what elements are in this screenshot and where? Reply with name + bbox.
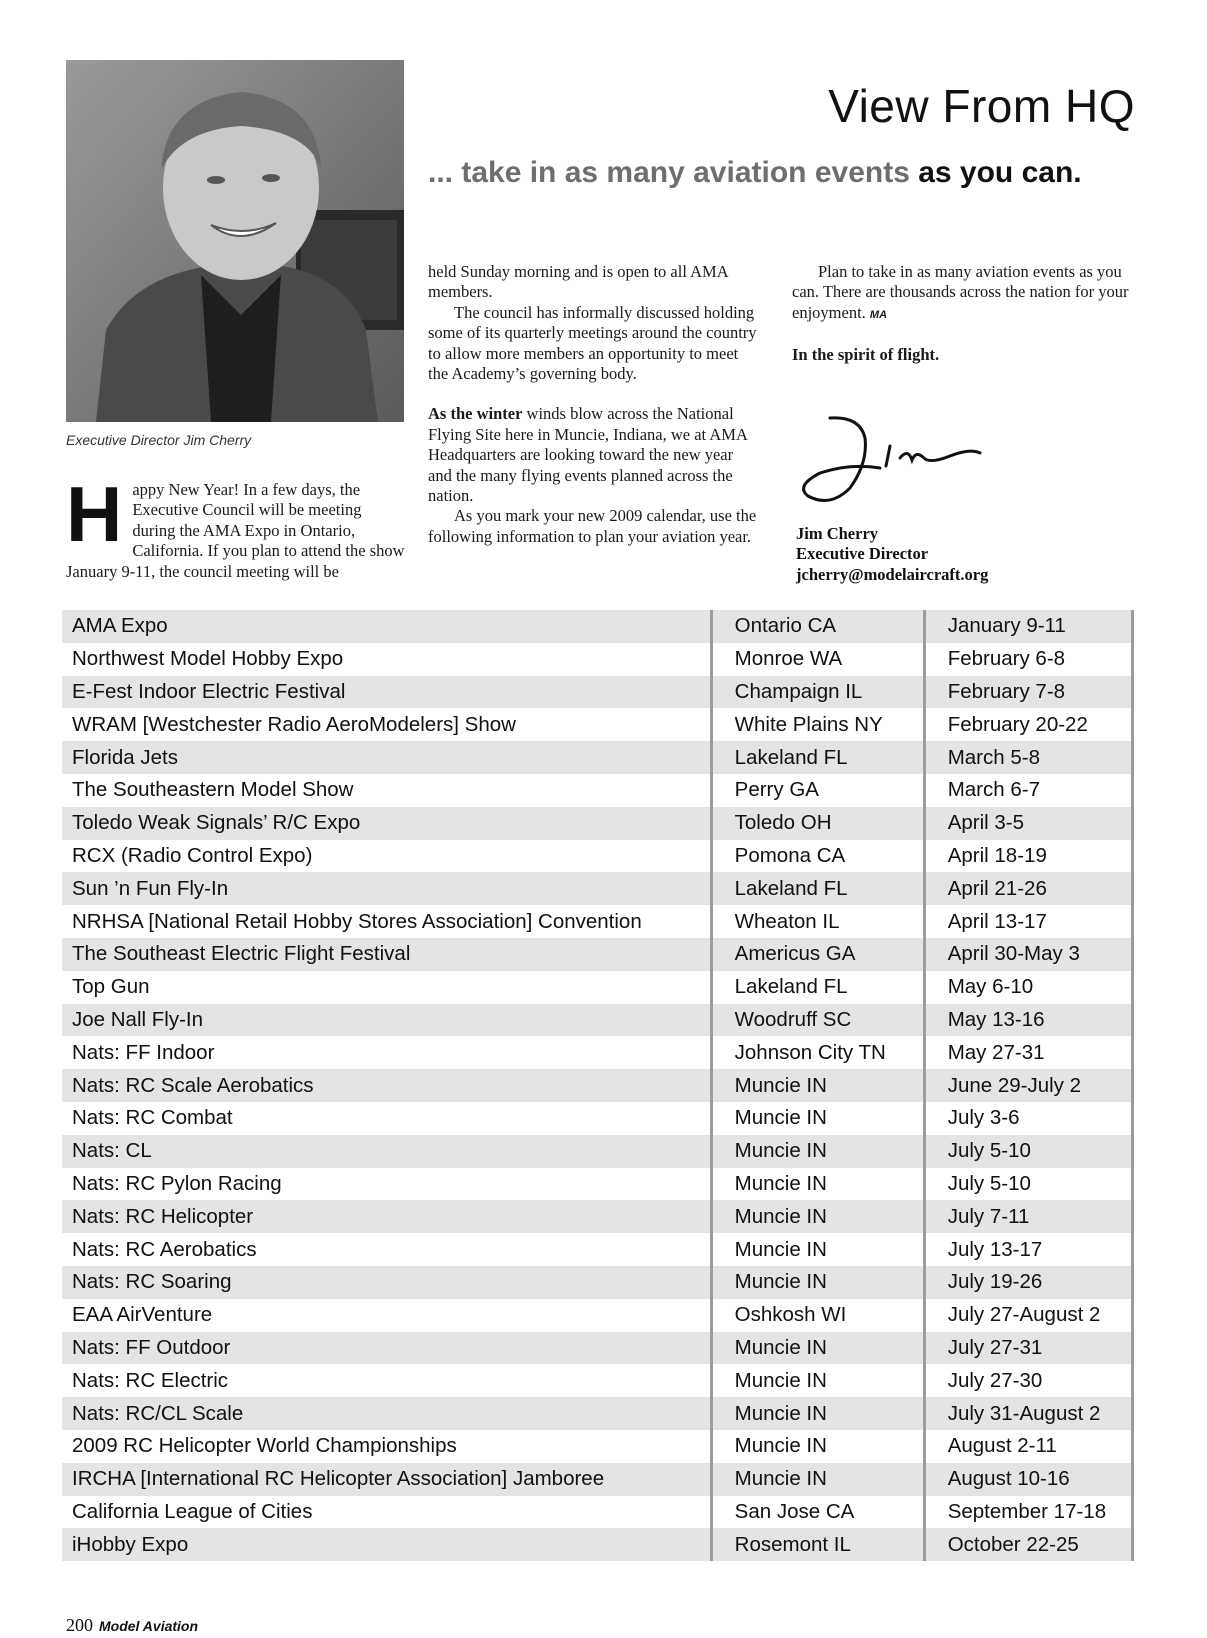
table-row — [62, 741, 1133, 774]
event-name-cell: Joe Nall Fly-In — [62, 1004, 711, 1037]
event-location-cell: Lakeland FL — [711, 971, 924, 1004]
event-name-cell: Nats: FF Indoor — [62, 1036, 711, 1069]
event-name-cell: AMA Expo — [62, 610, 711, 643]
event-name-cell: The Southeastern Model Show — [62, 774, 711, 807]
table-row — [62, 1397, 1133, 1430]
event-dates-cell: July 27-30 — [924, 1364, 1132, 1397]
table-row — [62, 1036, 1133, 1069]
event-location-cell: Lakeland FL — [711, 741, 924, 774]
event-dates-cell: May 13-16 — [924, 1004, 1132, 1037]
event-location-cell: Champaign IL — [711, 676, 924, 709]
event-name-cell: Northwest Model Hobby Expo — [62, 643, 711, 676]
table-row — [62, 643, 1133, 676]
event-name-cell: Nats: FF Outdoor — [62, 1332, 711, 1365]
signature-email: jcherry@modelaircraft.org — [796, 564, 989, 584]
end-mark: MA — [869, 308, 888, 321]
col3-paragraph-1-text: Plan to take in as many aviation events as you can. There are thousands across the nation for your enjoyment. — [792, 262, 1129, 322]
event-dates-cell: July 13-17 — [924, 1233, 1132, 1266]
event-dates-cell: July 19-26 — [924, 1266, 1132, 1299]
event-location-cell: Muncie IN — [711, 1364, 924, 1397]
tagline-gray: ... take in as many aviation events — [428, 156, 910, 189]
event-dates-cell: July 27-31 — [924, 1332, 1132, 1365]
table-row — [62, 1332, 1133, 1365]
event-location-cell: Muncie IN — [711, 1430, 924, 1463]
table-row — [62, 676, 1133, 709]
event-dates-cell: February 6-8 — [924, 643, 1132, 676]
event-dates-cell: April 21-26 — [924, 872, 1132, 905]
event-location-cell: Rosemont IL — [711, 1528, 924, 1561]
col2-paragraph-3-lead: As the winter — [428, 404, 523, 424]
event-dates-cell: August 10-16 — [924, 1463, 1132, 1496]
event-name-cell: iHobby Expo — [62, 1528, 711, 1561]
signature-name: Jim Cherry — [796, 524, 879, 543]
table-row — [62, 1463, 1133, 1496]
event-name-cell: 2009 RC Helicopter World Championships — [62, 1430, 711, 1463]
table-row — [62, 872, 1133, 905]
event-location-cell: White Plains NY — [711, 708, 924, 741]
event-dates-cell: March 6-7 — [924, 774, 1132, 807]
event-name-cell: RCX (Radio Control Expo) — [62, 840, 711, 873]
tagline-dark: as you can. — [909, 156, 1082, 189]
event-dates-cell: July 5-10 — [924, 1135, 1132, 1168]
handwritten-signature — [790, 408, 990, 508]
table-row — [62, 1004, 1133, 1037]
event-location-cell: Johnson City TN — [711, 1036, 924, 1069]
article-column-1 — [66, 470, 406, 582]
table-row — [62, 774, 1133, 807]
col2-paragraph-2: The council has informally discussed holding some of its quarterly meetings around the country to allow more members an opportunity to meet the Academy’s governing body. — [428, 302, 757, 384]
event-location-cell: Muncie IN — [711, 1233, 924, 1266]
event-name-cell: WRAM [Westchester Radio AeroModelers] Show — [62, 708, 711, 741]
drop-cap: H — [66, 470, 123, 558]
event-dates-cell: February 20-22 — [924, 708, 1132, 741]
event-location-cell: Lakeland FL — [711, 872, 924, 905]
article-column-3 — [792, 262, 1132, 366]
event-location-cell: Muncie IN — [711, 1266, 924, 1299]
event-name-cell: Nats: RC Helicopter — [62, 1200, 711, 1233]
event-name-cell: Nats: RC Electric — [62, 1364, 711, 1397]
event-location-cell: Oshkosh WI — [711, 1299, 924, 1332]
event-location-cell: Muncie IN — [711, 1135, 924, 1168]
event-location-cell: Muncie IN — [711, 1069, 924, 1102]
event-dates-cell: July 7-11 — [924, 1200, 1132, 1233]
table-row — [62, 1299, 1133, 1332]
table-row — [62, 1200, 1133, 1233]
event-location-cell: Woodruff SC — [711, 1004, 924, 1037]
table-row — [62, 1168, 1133, 1201]
table-row — [62, 1135, 1133, 1168]
table-row — [62, 610, 1133, 643]
event-location-cell: Monroe WA — [711, 643, 924, 676]
table-row — [62, 1364, 1133, 1397]
table-row — [62, 905, 1133, 938]
col3-paragraph-1 — [792, 262, 1132, 325]
event-location-cell: Ontario CA — [711, 610, 924, 643]
table-row — [62, 840, 1133, 873]
event-name-cell: Nats: RC Combat — [62, 1102, 711, 1135]
table-row — [62, 1528, 1133, 1561]
event-location-cell: Pomona CA — [711, 840, 924, 873]
event-location-cell: Wheaton IL — [711, 905, 924, 938]
event-name-cell: EAA AirVenture — [62, 1299, 711, 1332]
table-row — [62, 1496, 1133, 1529]
table-row — [62, 708, 1133, 741]
table-row — [62, 1102, 1133, 1135]
event-name-cell: Nats: RC/CL Scale — [62, 1397, 711, 1430]
event-name-cell: Nats: RC Aerobatics — [62, 1233, 711, 1266]
events-table — [62, 610, 1134, 1561]
event-dates-cell: June 29-July 2 — [924, 1069, 1132, 1102]
event-location-cell: Americus GA — [711, 938, 924, 971]
table-row — [62, 938, 1133, 971]
signature-block — [796, 524, 988, 585]
col2-paragraph-1: held Sunday morning and is open to all AMA members. — [428, 262, 728, 302]
event-name-cell: The Southeast Electric Flight Festival — [62, 938, 711, 971]
table-row — [62, 807, 1133, 840]
event-name-cell: Top Gun — [62, 971, 711, 1004]
event-location-cell: Muncie IN — [711, 1168, 924, 1201]
event-name-cell: Nats: RC Soaring — [62, 1266, 711, 1299]
event-name-cell: Nats: CL — [62, 1135, 711, 1168]
portrait-illustration — [66, 60, 404, 422]
event-dates-cell: March 5-8 — [924, 741, 1132, 774]
table-row — [62, 1069, 1133, 1102]
event-dates-cell: July 31-August 2 — [924, 1397, 1132, 1430]
event-dates-cell: April 3-5 — [924, 807, 1132, 840]
event-dates-cell: July 5-10 — [924, 1168, 1132, 1201]
closing-line: In the spirit of flight. — [792, 345, 940, 365]
event-dates-cell: October 22-25 — [924, 1528, 1132, 1561]
event-name-cell: Toledo Weak Signals’ R/C Expo — [62, 807, 711, 840]
event-name-cell: Nats: RC Pylon Racing — [62, 1168, 711, 1201]
portrait-photo — [66, 60, 404, 422]
event-dates-cell: July 3-6 — [924, 1102, 1132, 1135]
event-dates-cell: September 17-18 — [924, 1496, 1132, 1529]
signature-title: Executive Director — [796, 544, 929, 564]
page-footer — [66, 1615, 198, 1636]
event-location-cell: Muncie IN — [711, 1463, 924, 1496]
event-name-cell: Nats: RC Scale Aerobatics — [62, 1069, 711, 1102]
event-dates-cell: April 18-19 — [924, 840, 1132, 873]
article-column-2 — [428, 262, 758, 547]
page-title: View From HQ — [828, 79, 1135, 132]
table-row — [62, 1266, 1133, 1299]
event-name-cell: NRHSA [National Retail Hobby Stores Association] Convention — [62, 905, 711, 938]
event-location-cell: Muncie IN — [711, 1397, 924, 1430]
col2-paragraph-3-rest: winds blow across the National Flying Site here in Muncie, Indiana, we at AMA Headquarters are looking toward the new year and the many flying events planned across the nation. — [428, 404, 747, 506]
tagline — [428, 156, 1082, 190]
event-dates-cell: April 13-17 — [924, 905, 1132, 938]
event-location-cell: Perry GA — [711, 774, 924, 807]
event-dates-cell: February 7-8 — [924, 676, 1132, 709]
col2-paragraph-4: As you mark your new 2009 calendar, use the following information to plan your aviation year. — [428, 506, 757, 546]
col1-text: appy New Year! In a few days, the Executive Council will be meeting during the AMA Expo in Ontario, California. If you plan to attend the show January 9-11, the council meeting will be — [66, 480, 405, 581]
event-dates-cell: May 27-31 — [924, 1036, 1132, 1069]
event-name-cell: Florida Jets — [62, 741, 711, 774]
event-name-cell: E-Fest Indoor Electric Festival — [62, 676, 711, 709]
event-dates-cell: January 9-11 — [924, 610, 1132, 643]
event-name-cell: IRCHA [International RC Helicopter Association] Jamboree — [62, 1463, 711, 1496]
page-number: 200 — [66, 1615, 93, 1635]
table-row — [62, 1233, 1133, 1266]
magazine-name: Model Aviation — [99, 1618, 199, 1634]
event-location-cell: San Jose CA — [711, 1496, 924, 1529]
event-dates-cell: July 27-August 2 — [924, 1299, 1132, 1332]
event-name-cell: Sun ’n Fun Fly-In — [62, 872, 711, 905]
event-location-cell: Muncie IN — [711, 1332, 924, 1365]
table-row — [62, 971, 1133, 1004]
event-location-cell: Muncie IN — [711, 1200, 924, 1233]
event-location-cell: Toledo OH — [711, 807, 924, 840]
col2-paragraph-3 — [428, 404, 758, 506]
photo-caption: Executive Director Jim Cherry — [66, 432, 252, 448]
event-dates-cell: April 30-May 3 — [924, 938, 1132, 971]
event-dates-cell: August 2-11 — [924, 1430, 1132, 1463]
event-dates-cell: May 6-10 — [924, 971, 1132, 1004]
event-location-cell: Muncie IN — [711, 1102, 924, 1135]
event-name-cell: California League of Cities — [62, 1496, 711, 1529]
table-row — [62, 1430, 1133, 1463]
